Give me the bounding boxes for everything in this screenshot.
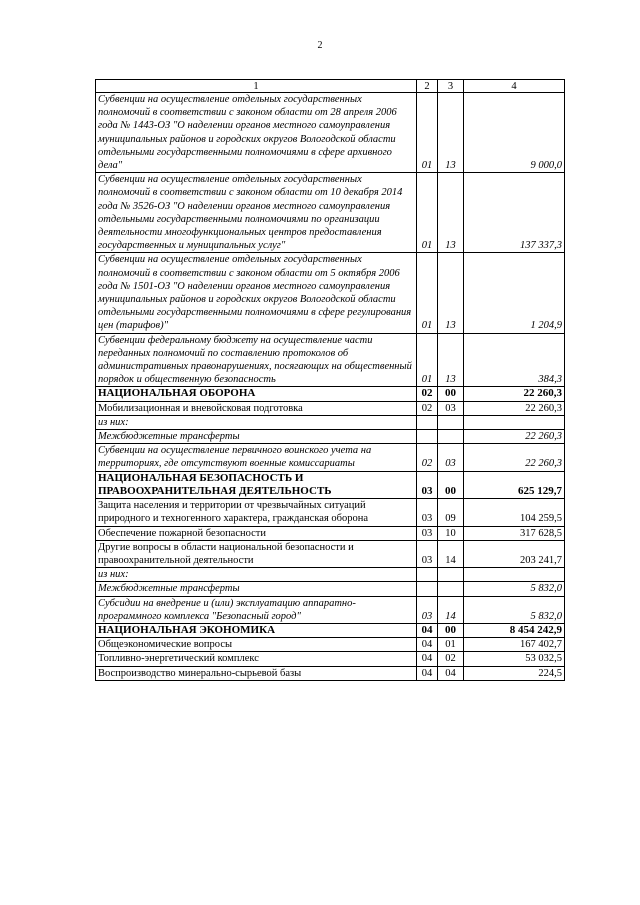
row-name-cell: Защита населения и территории от чрезвычайных ситуаций природного и техногенного характера, гражданская оборона <box>96 499 417 526</box>
row-amount-cell: 5 832,0 <box>464 582 565 596</box>
row-section-code-cell: 03 <box>417 540 438 567</box>
row-amount-cell: 203 241,7 <box>464 540 565 567</box>
table-row <box>96 526 565 540</box>
table-header-row <box>96 80 565 93</box>
row-name-cell: Субсидии на внедрение и (или) эксплуатацию аппаратно-программного комплекса "Безопасный город" <box>96 596 417 623</box>
row-subsection-code-cell: 00 <box>438 387 464 401</box>
budget-table <box>95 79 565 681</box>
row-section-code-cell: 04 <box>417 652 438 666</box>
row-name-cell: Обеспечение пожарной безопасности <box>96 526 417 540</box>
row-section-code-cell: 01 <box>417 173 438 253</box>
row-name-cell: Межбюджетные трансферты <box>96 582 417 596</box>
row-name-cell: Топливно-энергетический комплекс <box>96 652 417 666</box>
header-cell-2: 2 <box>417 80 438 93</box>
row-amount-cell: 22 260,3 <box>464 401 565 415</box>
row-subsection-code-cell: 10 <box>438 526 464 540</box>
row-name-cell: Субвенции федеральному бюджету на осуществление части переданных полномочий по составлению протоколов об административных правонарушениях, посягающих на общественный порядок и общественную безопасность <box>96 333 417 387</box>
row-amount-cell <box>464 568 565 582</box>
row-section-code-cell: 01 <box>417 93 438 173</box>
row-amount-cell: 22 260,3 <box>464 430 565 444</box>
row-subsection-code-cell: 13 <box>438 173 464 253</box>
row-name-cell: Субвенции на осуществление отдельных государственных полномочий в соответствии с законом области от 5 октября 2006 года № 1501-ОЗ "О наделении органов местного самоуправления муниципальных районов и городских округов Вологодской области отдельными государственными полномочиями в сфере регулирования цен (тарифов)" <box>96 253 417 333</box>
row-section-code-cell <box>417 415 438 429</box>
row-section-code-cell <box>417 568 438 582</box>
table-row <box>96 173 565 253</box>
table-row <box>96 415 565 429</box>
row-section-code-cell: 04 <box>417 638 438 652</box>
row-section-code-cell: 03 <box>417 596 438 623</box>
table-row <box>96 333 565 387</box>
table-row <box>96 623 565 637</box>
row-subsection-code-cell <box>438 430 464 444</box>
row-section-code-cell: 03 <box>417 526 438 540</box>
row-name-cell: НАЦИОНАЛЬНАЯ БЕЗОПАСНОСТЬ И ПРАВООХРАНИТЕЛЬНАЯ ДЕЯТЕЛЬНОСТЬ <box>96 471 417 498</box>
header-cell-3: 3 <box>438 80 464 93</box>
row-section-code-cell: 01 <box>417 253 438 333</box>
row-name-cell: Другие вопросы в области национальной безопасности и правоохранительной деятельности <box>96 540 417 567</box>
row-subsection-code-cell: 14 <box>438 540 464 567</box>
row-subsection-code-cell: 01 <box>438 638 464 652</box>
row-subsection-code-cell: 13 <box>438 333 464 387</box>
row-section-code-cell <box>417 582 438 596</box>
table-row <box>96 540 565 567</box>
row-amount-cell: 1 204,9 <box>464 253 565 333</box>
row-name-cell: Мобилизационная и вневойсковая подготовка <box>96 401 417 415</box>
table-row <box>96 444 565 471</box>
row-amount-cell: 8 454 242,9 <box>464 623 565 637</box>
header-cell-4: 4 <box>464 80 565 93</box>
row-amount-cell <box>464 415 565 429</box>
table-row <box>96 253 565 333</box>
table-row <box>96 652 565 666</box>
row-section-code-cell: 01 <box>417 333 438 387</box>
table-row <box>96 666 565 680</box>
table-row <box>96 430 565 444</box>
row-subsection-code-cell: 00 <box>438 471 464 498</box>
row-name-cell: из них: <box>96 568 417 582</box>
row-amount-cell: 384,3 <box>464 333 565 387</box>
row-name-cell: НАЦИОНАЛЬНАЯ ОБОРОНА <box>96 387 417 401</box>
table-row <box>96 471 565 498</box>
row-name-cell: НАЦИОНАЛЬНАЯ ЭКОНОМИКА <box>96 623 417 637</box>
row-name-cell: Субвенции на осуществление отдельных государственных полномочий в соответствии с законом области от 10 декабря 2014 года № 3526-ОЗ "О наделении органов местного самоуправления отдельными государственными полномочиями по организации деятельности многофункциональных центров предоставления государственных и муниципальных услуг" <box>96 173 417 253</box>
row-section-code-cell: 03 <box>417 471 438 498</box>
row-subsection-code-cell: 13 <box>438 93 464 173</box>
row-subsection-code-cell: 14 <box>438 596 464 623</box>
row-section-code-cell <box>417 430 438 444</box>
table-row <box>96 93 565 173</box>
row-name-cell: Воспроизводство минерально-сырьевой базы <box>96 666 417 680</box>
row-name-cell: Субвенции на осуществление отдельных государственных полномочий в соответствии с законом области от 28 апреля 2006 года № 1443-ОЗ "О наделении органов местного самоуправления муниципальных районов и городских округов Вологодской области отдельными государственными полномочиями в сфере архивного дела" <box>96 93 417 173</box>
row-amount-cell: 22 260,3 <box>464 444 565 471</box>
row-section-code-cell: 02 <box>417 401 438 415</box>
row-subsection-code-cell: 03 <box>438 401 464 415</box>
row-amount-cell: 317 628,5 <box>464 526 565 540</box>
row-amount-cell: 53 032,5 <box>464 652 565 666</box>
row-section-code-cell: 03 <box>417 499 438 526</box>
table-row <box>96 401 565 415</box>
row-name-cell: из них: <box>96 415 417 429</box>
row-subsection-code-cell: 09 <box>438 499 464 526</box>
row-subsection-code-cell: 13 <box>438 253 464 333</box>
row-section-code-cell: 02 <box>417 444 438 471</box>
row-subsection-code-cell: 00 <box>438 623 464 637</box>
row-name-cell: Межбюджетные трансферты <box>96 430 417 444</box>
row-amount-cell: 5 832,0 <box>464 596 565 623</box>
page-number: 2 <box>317 40 323 51</box>
row-section-code-cell: 02 <box>417 387 438 401</box>
row-amount-cell: 167 402,7 <box>464 638 565 652</box>
row-subsection-code-cell <box>438 582 464 596</box>
table-row <box>96 582 565 596</box>
row-section-code-cell: 04 <box>417 623 438 637</box>
row-subsection-code-cell: 03 <box>438 444 464 471</box>
table-row <box>96 387 565 401</box>
row-subsection-code-cell: 04 <box>438 666 464 680</box>
row-name-cell: Общеэкономические вопросы <box>96 638 417 652</box>
row-section-code-cell: 04 <box>417 666 438 680</box>
table-row <box>96 596 565 623</box>
row-subsection-code-cell: 02 <box>438 652 464 666</box>
row-subsection-code-cell <box>438 415 464 429</box>
row-subsection-code-cell <box>438 568 464 582</box>
row-amount-cell: 9 000,0 <box>464 93 565 173</box>
row-amount-cell: 224,5 <box>464 666 565 680</box>
table-row <box>96 499 565 526</box>
row-amount-cell: 104 259,5 <box>464 499 565 526</box>
header-cell-1: 1 <box>96 80 417 93</box>
row-amount-cell: 22 260,3 <box>464 387 565 401</box>
table-row <box>96 638 565 652</box>
row-amount-cell: 137 337,3 <box>464 173 565 253</box>
row-amount-cell: 625 129,7 <box>464 471 565 498</box>
table-row <box>96 568 565 582</box>
row-name-cell: Субвенции на осуществление первичного воинского учета на территориях, где отсутствуют военные комиссариаты <box>96 444 417 471</box>
